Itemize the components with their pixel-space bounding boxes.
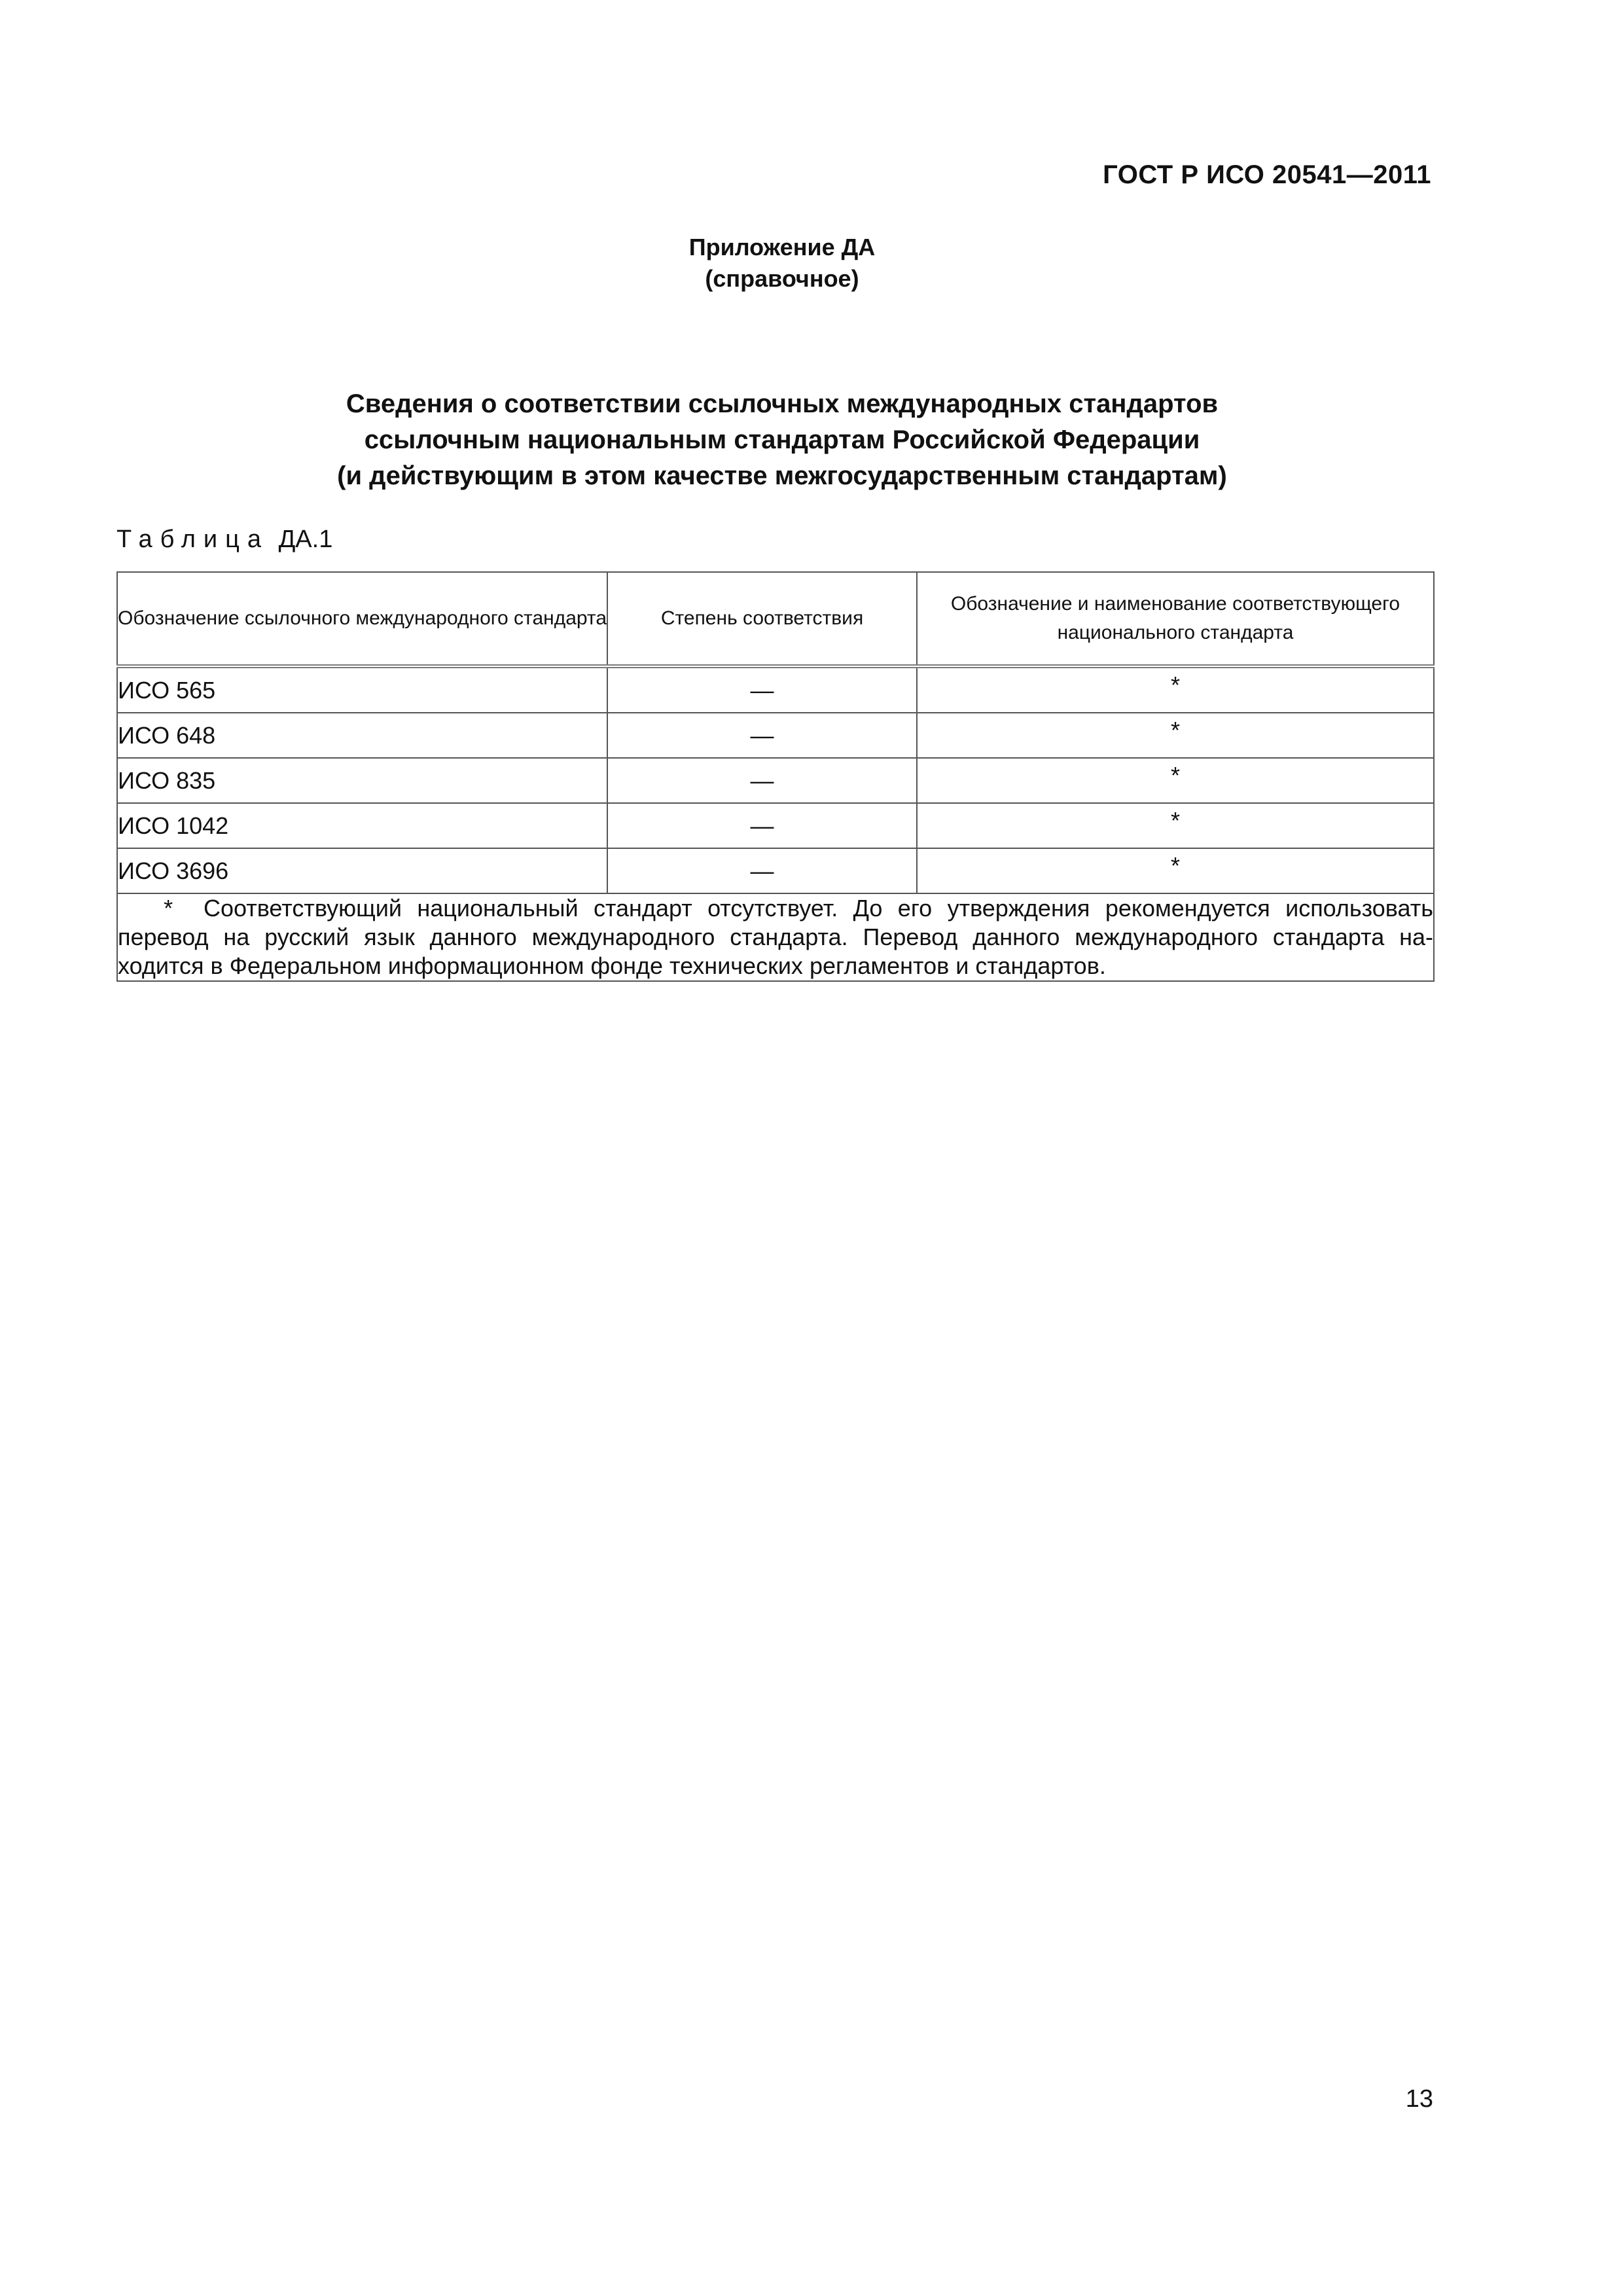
cell-international-standard: ИСО 565 bbox=[117, 666, 607, 713]
appendix-heading bbox=[0, 232, 1564, 295]
cell-national-standard bbox=[917, 848, 1434, 893]
section-title-line: (и действующим в этом качестве межгосударственным стандартам) bbox=[337, 461, 1227, 490]
cell-national-standard bbox=[917, 758, 1434, 803]
table-row bbox=[117, 758, 1434, 803]
cell-degree: — bbox=[607, 713, 917, 758]
cell-degree: — bbox=[607, 803, 917, 848]
table-row bbox=[117, 848, 1434, 893]
cell-national-standard bbox=[917, 803, 1434, 848]
table-row bbox=[117, 666, 1434, 713]
cell-international-standard: ИСО 648 bbox=[117, 713, 607, 758]
table-label-word: Таблица bbox=[116, 526, 269, 553]
cell-international-standard: ИСО 835 bbox=[117, 758, 607, 803]
footnote-mark: * bbox=[1170, 852, 1180, 879]
standards-table bbox=[116, 571, 1435, 982]
footnote-mark: * bbox=[1170, 806, 1180, 834]
table-footnote-row bbox=[117, 893, 1434, 981]
section-title-line: Сведения о соответствии ссылочных международных стандартов bbox=[346, 389, 1219, 418]
section-title bbox=[0, 386, 1564, 494]
footnote-line: перевод на русский язык данного международного стандарта. Перевод данного международного стандарта на- bbox=[118, 924, 1433, 950]
table-row bbox=[117, 803, 1434, 848]
appendix-subtitle: (справочное) bbox=[705, 265, 859, 292]
footnote-mark: * bbox=[1170, 761, 1180, 789]
header-degree-of-correspondence: Степень соответствия bbox=[607, 572, 917, 666]
cell-degree: — bbox=[607, 666, 917, 713]
page-number: 13 bbox=[1405, 2085, 1433, 2113]
table-header-row bbox=[117, 572, 1434, 666]
footnote-mark: * bbox=[1170, 671, 1180, 698]
footnote-line: * Соответствующий национальный стандарт отсутствует. До его утверждения рекомендуется использовать bbox=[118, 895, 1433, 922]
footnote-mark: * bbox=[1170, 716, 1180, 744]
section-title-line: ссылочным национальным стандартам Российской Федерации bbox=[364, 425, 1200, 454]
cell-degree: — bbox=[607, 758, 917, 803]
cell-national-standard bbox=[917, 666, 1434, 713]
table-label-number: ДА.1 bbox=[278, 526, 333, 553]
table-row bbox=[117, 713, 1434, 758]
table-label bbox=[116, 526, 332, 554]
cell-degree: — bbox=[607, 848, 917, 893]
header-international-standard: Обозначение ссылочного международного стандарта bbox=[117, 572, 607, 666]
header-national-standard: Обозначение и наименование соответствующего национального стандарта bbox=[917, 572, 1434, 666]
cell-international-standard: ИСО 3696 bbox=[117, 848, 607, 893]
footnote-line: ходится в Федеральном информационном фонде технических регламентов и стандартов. bbox=[118, 952, 1106, 979]
document-code: ГОСТ Р ИСО 20541—2011 bbox=[1103, 160, 1431, 189]
cell-national-standard bbox=[917, 713, 1434, 758]
appendix-title: Приложение ДА bbox=[688, 234, 876, 260]
cell-international-standard: ИСО 1042 bbox=[117, 803, 607, 848]
table-footnote bbox=[117, 893, 1434, 981]
